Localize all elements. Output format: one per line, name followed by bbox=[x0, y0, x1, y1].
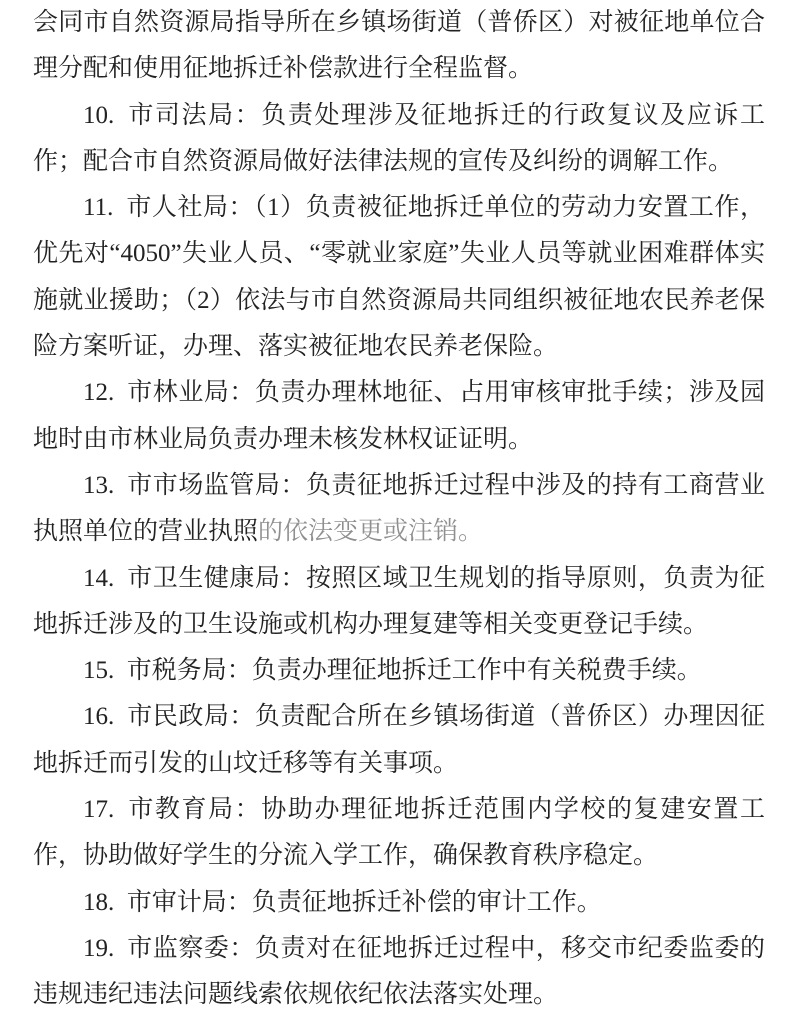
paragraph bbox=[33, 463, 765, 556]
paragraph bbox=[33, 787, 765, 880]
paragraph-text: 16. 市民政局：负责配合所在乡镇场街道（普侨区）办理因征地拆迁而引发的山坟迁移等有关事项。 bbox=[33, 703, 765, 777]
paragraph bbox=[33, 93, 765, 186]
paragraph-text: 19. 市监察委：负责对在征地拆迁过程中，移交市纪委监委的违规违纪违法问题线索依规依纪依法落实处理。 bbox=[33, 934, 765, 1009]
paragraph-text: 10. 市司法局：负责处理涉及征地拆迁的行政复议及应诉工作；配合市自然资源局做好法律法规的宣传及纠纷的调解工作。 bbox=[33, 101, 765, 175]
paragraph-text: 18. 市审计局：负责征地拆迁补偿的审计工作。 bbox=[83, 888, 602, 916]
paragraph bbox=[33, 556, 765, 649]
paragraph bbox=[33, 926, 765, 1019]
paragraph bbox=[33, 694, 765, 787]
paragraph-text: 12. 市林业局：负责办理林地征、占用审核审批手续；涉及园地时由市林业局负责办理未核发林权证证明。 bbox=[33, 379, 765, 453]
paragraph-text: 14. 市卫生健康局：按照区域卫生规划的指导原则，负责为征地拆迁涉及的卫生设施或机构办理复建等相关变更登记手续。 bbox=[33, 564, 765, 638]
paragraph-text: 11. 市人社局：（1）负责被征地拆迁单位的劳动力安置工作，优先对“4050”失业人员、“零就业家庭”失业人员等就业困难群体实施就业援助；（2）依法与市自然资源局共同组织被征地农民养老保险方案听证，办理、落实被征地农民养老保险。 bbox=[33, 194, 765, 361]
paragraph bbox=[33, 0, 765, 93]
paragraph-text: 会同市自然资源局指导所在乡镇场街道（普侨区）对被征地单位合理分配和使用征地拆迁补偿款进行全程监督。 bbox=[33, 9, 765, 83]
paragraph-text: 17. 市教育局：协助办理征地拆迁范围内学校的复建安置工作，协助做好学生的分流入学工作，确保教育秩序稳定。 bbox=[33, 796, 765, 870]
paragraph-text-faded: 的依法变更或注销。 bbox=[258, 518, 484, 546]
paragraph bbox=[33, 370, 765, 463]
paragraph-text: 15. 市税务局：负责办理征地拆迁工作中有关税费手续。 bbox=[83, 657, 702, 685]
paragraph bbox=[33, 185, 765, 370]
paragraph bbox=[33, 648, 765, 694]
paragraph-text: 13. 市市场监管局：负责征地拆迁过程中涉及的持有工商营业执照单位的营业执照 bbox=[33, 471, 765, 546]
paragraph bbox=[33, 880, 765, 926]
